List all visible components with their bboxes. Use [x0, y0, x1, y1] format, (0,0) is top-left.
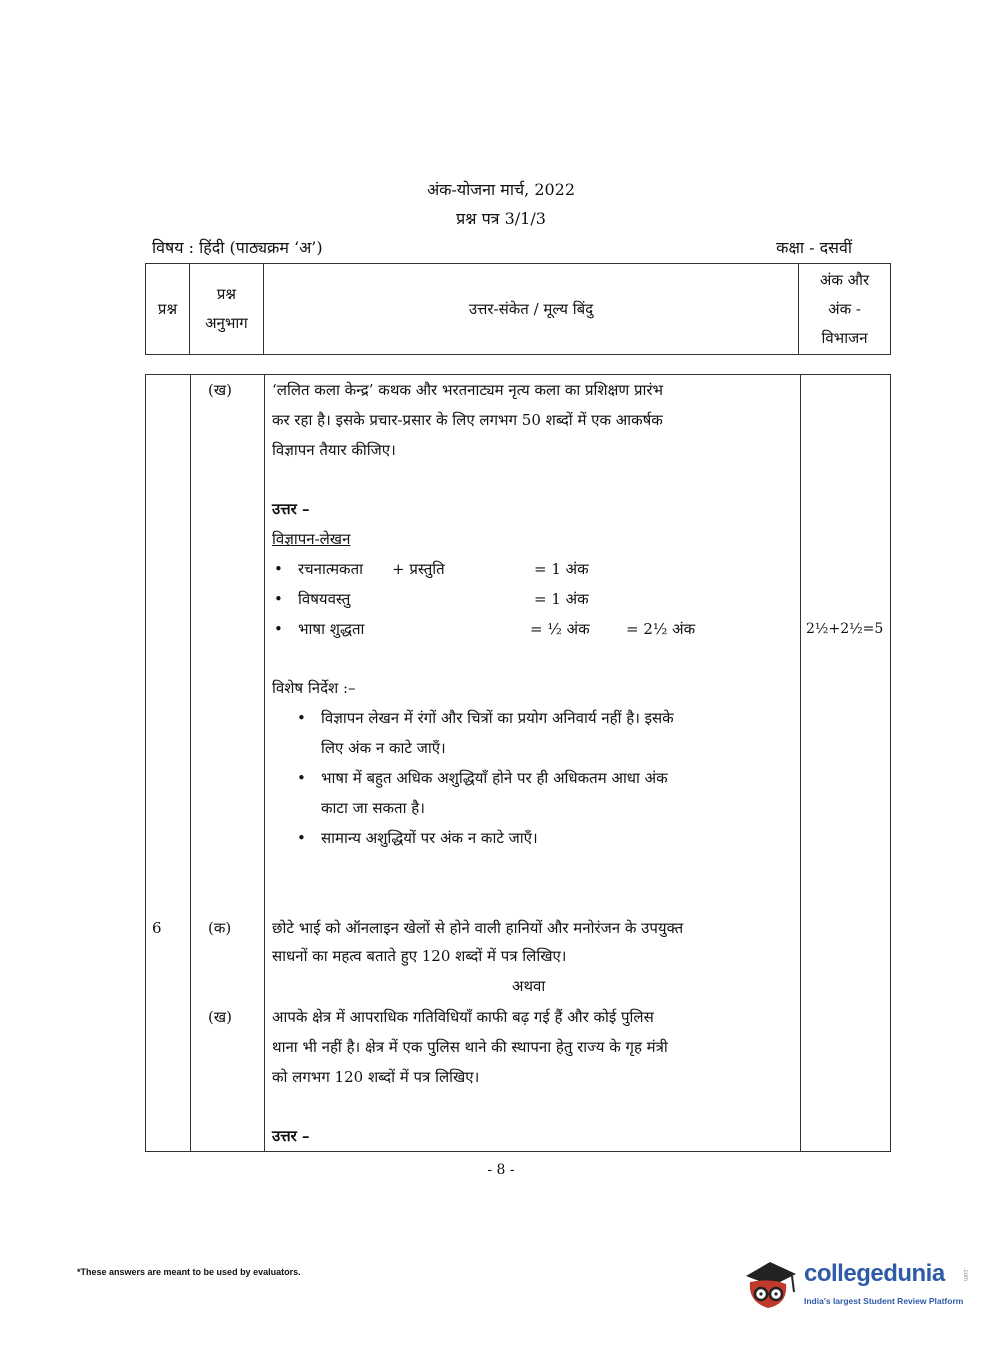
question-line: साधनों का महत्व बताते हुए 120 शब्दों में पत्र लिखिए। [272, 947, 567, 965]
page-number: - 8 - [487, 1162, 515, 1178]
col-section-line2: अनुभाग [205, 314, 248, 332]
column-divider [264, 375, 265, 1151]
answer-label: उत्तर – [272, 1127, 310, 1145]
answer-table-body [145, 374, 891, 1152]
criteria-marks: = 1 अंक [534, 560, 589, 578]
paper-code: प्रश्न पत्र 3/1/3 [456, 209, 546, 228]
col-marks-line2: अंक - [828, 299, 861, 318]
section-kha: (ख) [208, 1008, 232, 1026]
answer-label: उत्तर – [272, 500, 310, 518]
criteria-marks: = ½ अंक [530, 620, 590, 638]
note-line: • सामान्य अशुद्धियों पर अंक न काटे जाएँ। [321, 823, 538, 853]
or-label: अथवा [512, 977, 546, 995]
question-line: विज्ञापन तैयार कीजिए। [272, 441, 396, 459]
criteria-item: • रचनात्मकता [298, 554, 363, 584]
criteria-extra: + प्रस्तुति [392, 560, 445, 578]
note-line: लिए अंक न काटे जाएँ। [321, 739, 446, 757]
col-marks-line3: विभाजन [821, 328, 868, 347]
note-line: • भाषा में बहुत अधिक अशुद्धियाँ होने पर ही अधिकतम आधा अंक [321, 763, 791, 793]
logo-wordmark: collegedunia [804, 1260, 945, 1287]
logo-suffix: .com [962, 1268, 968, 1282]
col-question: प्रश्न [146, 264, 190, 355]
question-number: 6 [152, 919, 162, 937]
scheme-title: अंक-योजना मार्च, 2022 [426, 180, 576, 199]
question-line: कर रहा है। इसके प्रचार-प्रसार के लिए लगभग 50 शब्दों में एक आकर्षक [272, 411, 663, 429]
section-ka: (क) [208, 919, 232, 937]
question-line: को लगभग 120 शब्दों में पत्र लिखिए। [272, 1068, 480, 1086]
col-section-line1: प्रश्न [216, 285, 236, 303]
collegedunia-logo[interactable] [740, 1252, 970, 1314]
section-kha: (ख) [208, 381, 232, 399]
logo-tagline: India's largest Student Review Platform [804, 1296, 964, 1306]
column-header-table [145, 263, 891, 355]
question-line: थाना भी नहीं है। क्षेत्र में एक पुलिस थाने की स्थापना हेतु राज्य के गृह मंत्री [272, 1038, 668, 1056]
column-divider [190, 375, 191, 1151]
col-marks [799, 264, 891, 355]
note-line: काटा जा सकता है। [321, 799, 425, 817]
special-notes-heading: विशेष निर्देश :– [272, 679, 356, 697]
criteria-total: = 2½ अंक [626, 620, 696, 638]
col-section [189, 264, 263, 355]
question-line: ‘ललित कला केन्द्र’ कथक और भरतनाट्यम नृत्य कला का प्रशिक्षण प्रारंभ [272, 381, 664, 399]
class-label: कक्षा - दसवीं [776, 238, 852, 257]
question-line: आपके क्षेत्र में आपराधिक गतिविधियाँ काफी बढ़ गई हैं और कोई पुलिस [272, 1008, 654, 1026]
marks-split: 2½+2½=5 [806, 621, 884, 637]
subject-label: विषय : हिंदी (पाठ्यक्रम ‘अ’) [152, 238, 323, 257]
column-divider [800, 375, 801, 1151]
criteria-item: • भाषा शुद्धता [298, 614, 364, 644]
note-line: • विज्ञापन लेखन में रंगों और चित्रों का प्रयोग अनिवार्य नहीं है। इसके [321, 703, 791, 733]
criteria-marks: = 1 अंक [534, 590, 589, 608]
col-answer: उत्तर-संकेत / मूल्य बिंदु [263, 264, 798, 355]
col-marks-line1: अंक और [819, 270, 870, 289]
question-line: छोटे भाई को ऑनलाइन खेलों से होने वाली हानियों और मनोरंजन के उपयुक्त [272, 919, 684, 937]
mascot-icon [740, 1252, 802, 1314]
evaluator-footnote: *These answers are meant to be used by evaluators. [77, 1267, 301, 1277]
ad-writing-heading: विज्ञापन-लेखन [272, 530, 351, 548]
criteria-item: • विषयवस्तु [298, 584, 350, 614]
